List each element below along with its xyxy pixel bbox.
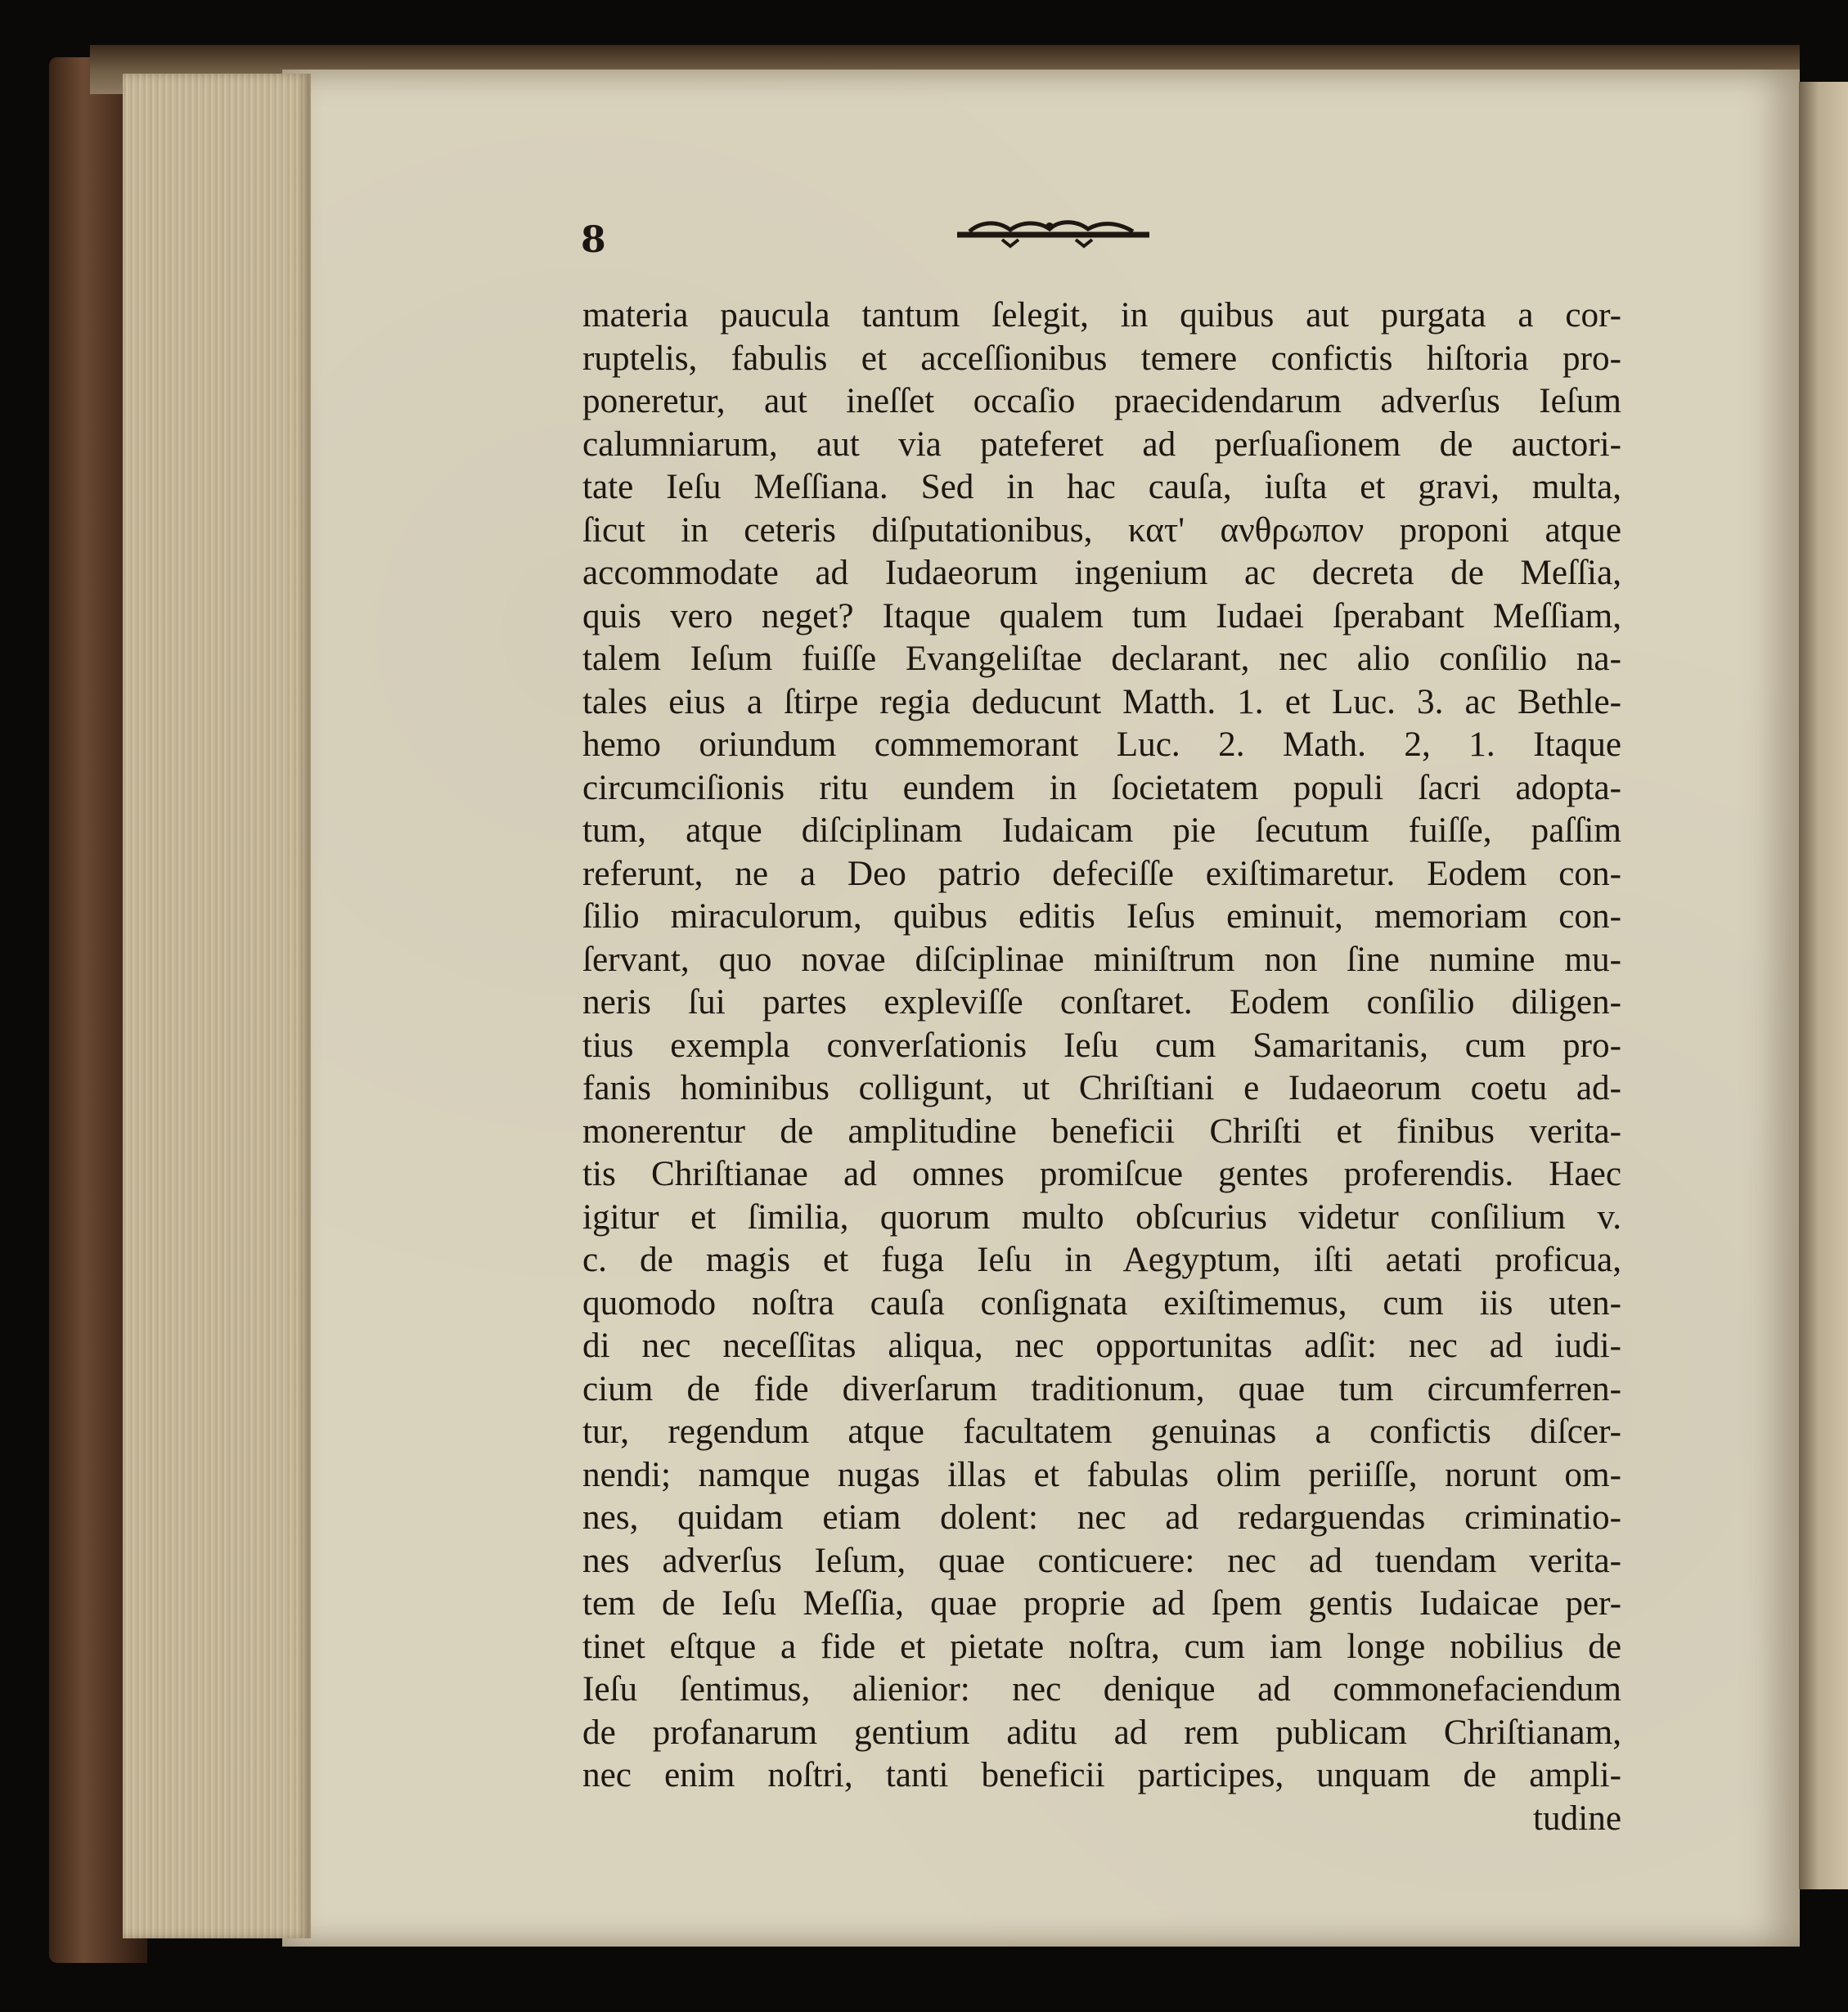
text-line: monerentur de amplitudine beneficii Chriſti et finibus verita- — [582, 1112, 1621, 1151]
text-line: poneretur, aut ineſſet occaſio praecidendarum adverſus Ieſum — [582, 382, 1621, 420]
text-line: nec enim noſtri, tanti beneficii participes, unquam de ampli- — [582, 1756, 1621, 1794]
ornament-icon — [953, 217, 1153, 249]
text-line: accommodate ad Iudaeorum ingenium ac decreta de Meſſia, — [582, 554, 1621, 592]
page-edges — [123, 74, 311, 1938]
text-line: neris ſui partes expleviſſe conſtaret. Eodem conſilio diligen- — [582, 983, 1621, 1022]
text-line: referunt, ne a Deo patrio defeciſſe exiſtimaretur. Eodem con- — [582, 854, 1621, 893]
body-text — [582, 294, 1621, 1840]
text-line: tius exempla converſationis Ieſu cum Samaritanis, cum pro- — [582, 1026, 1621, 1065]
text-line: fanis hominibus colligunt, ut Chriſtiani e Iudaeorum coetu ad- — [582, 1069, 1621, 1107]
facing-page-edge — [1799, 82, 1848, 1889]
page-number: 8 — [581, 219, 606, 261]
text-line: circumciſionis ritu eundem in ſocietatem populi ſacri adopta- — [582, 768, 1621, 807]
text-line: calumniarum, aut via pateferet ad perſuaſionem de auctori- — [582, 424, 1621, 464]
text-line: tum, atque diſciplinam Iudaicam pie ſecutum fuiſſe, paſſim — [582, 811, 1621, 850]
text-line: tur, regendum atque facultatem genuinas a confictis diſcer- — [582, 1412, 1621, 1451]
text-line: igitur et ſimilia, quorum multo obſcurius videtur conſilium v. — [582, 1197, 1621, 1237]
text-line: quis vero neget? Itaque qualem tum Iudaei ſperabant Meſſiam, — [582, 596, 1621, 635]
text-line: ſilio miraculorum, quibus editis Ieſus eminuit, memoriam con- — [582, 897, 1621, 936]
catchword: tudine — [1533, 1799, 1621, 1838]
text-line: cium de fide diverſarum traditionum, quae tum circumferren- — [582, 1369, 1621, 1408]
text-line: di nec neceſſitas aliqua, nec opportunitas adſit: nec ad iudi- — [582, 1327, 1621, 1365]
text-line: de profanarum gentium aditu ad rem publicam Chriſtianam, — [582, 1713, 1621, 1752]
text-line: tem de Ieſu Meſſia, quae proprie ad ſpem gentis Iudaicae per- — [582, 1584, 1621, 1623]
text-line: c. de magis et fuga Ieſu in Aegyptum, iſti aetati proficua, — [582, 1241, 1621, 1279]
text-line: ſervant, quo novae diſciplinae miniſtrum non ſine numine mu- — [582, 940, 1621, 979]
text-line: materia paucula tantum ſelegit, in quibus aut purgata a cor- — [582, 296, 1621, 335]
text-line: nendi; namque nugas illas et fabulas olim periiſſe, norunt om- — [582, 1455, 1621, 1494]
text-line: tis Chriſtianae ad omnes promiſcue gentes proferendis. Haec — [582, 1155, 1621, 1193]
text-line: quomodo noſtra cauſa conſignata exiſtimemus, cum iis uten- — [582, 1283, 1621, 1323]
text-line: hemo oriundum commemorant Luc. 2. Math. 2, 1. Itaque — [582, 725, 1621, 764]
text-line: tinet eſtque a fide et pietate noſtra, cum iam longe nobilius de — [582, 1627, 1621, 1666]
text-line: ſicut in ceteris diſputationibus, κατ' ανθρωπον proponi atque — [582, 510, 1621, 550]
text-line: ruptelis, fabulis et acceſſionibus temere confictis hiſtoria pro- — [582, 339, 1621, 378]
text-line: nes adverſus Ieſum, quae conticuere: nec ad tuendam verita- — [582, 1541, 1621, 1580]
text-line: tales eius a ſtirpe regia deducunt Matth. 1. et Luc. 3. ac Bethle- — [582, 682, 1621, 721]
text-line: tate Ieſu Meſſiana. Sed in hac cauſa, iuſta et gravi, multa, — [582, 468, 1621, 506]
text-line: nes, quidam etiam dolent: nec ad redarguendas criminatio- — [582, 1498, 1621, 1537]
text-line: talem Ieſum fuiſſe Evangeliſtae declarant, nec alio conſilio na- — [582, 640, 1621, 678]
text-line: Ieſu ſentimus, alienior: nec denique ad commonefaciendum — [582, 1670, 1621, 1709]
